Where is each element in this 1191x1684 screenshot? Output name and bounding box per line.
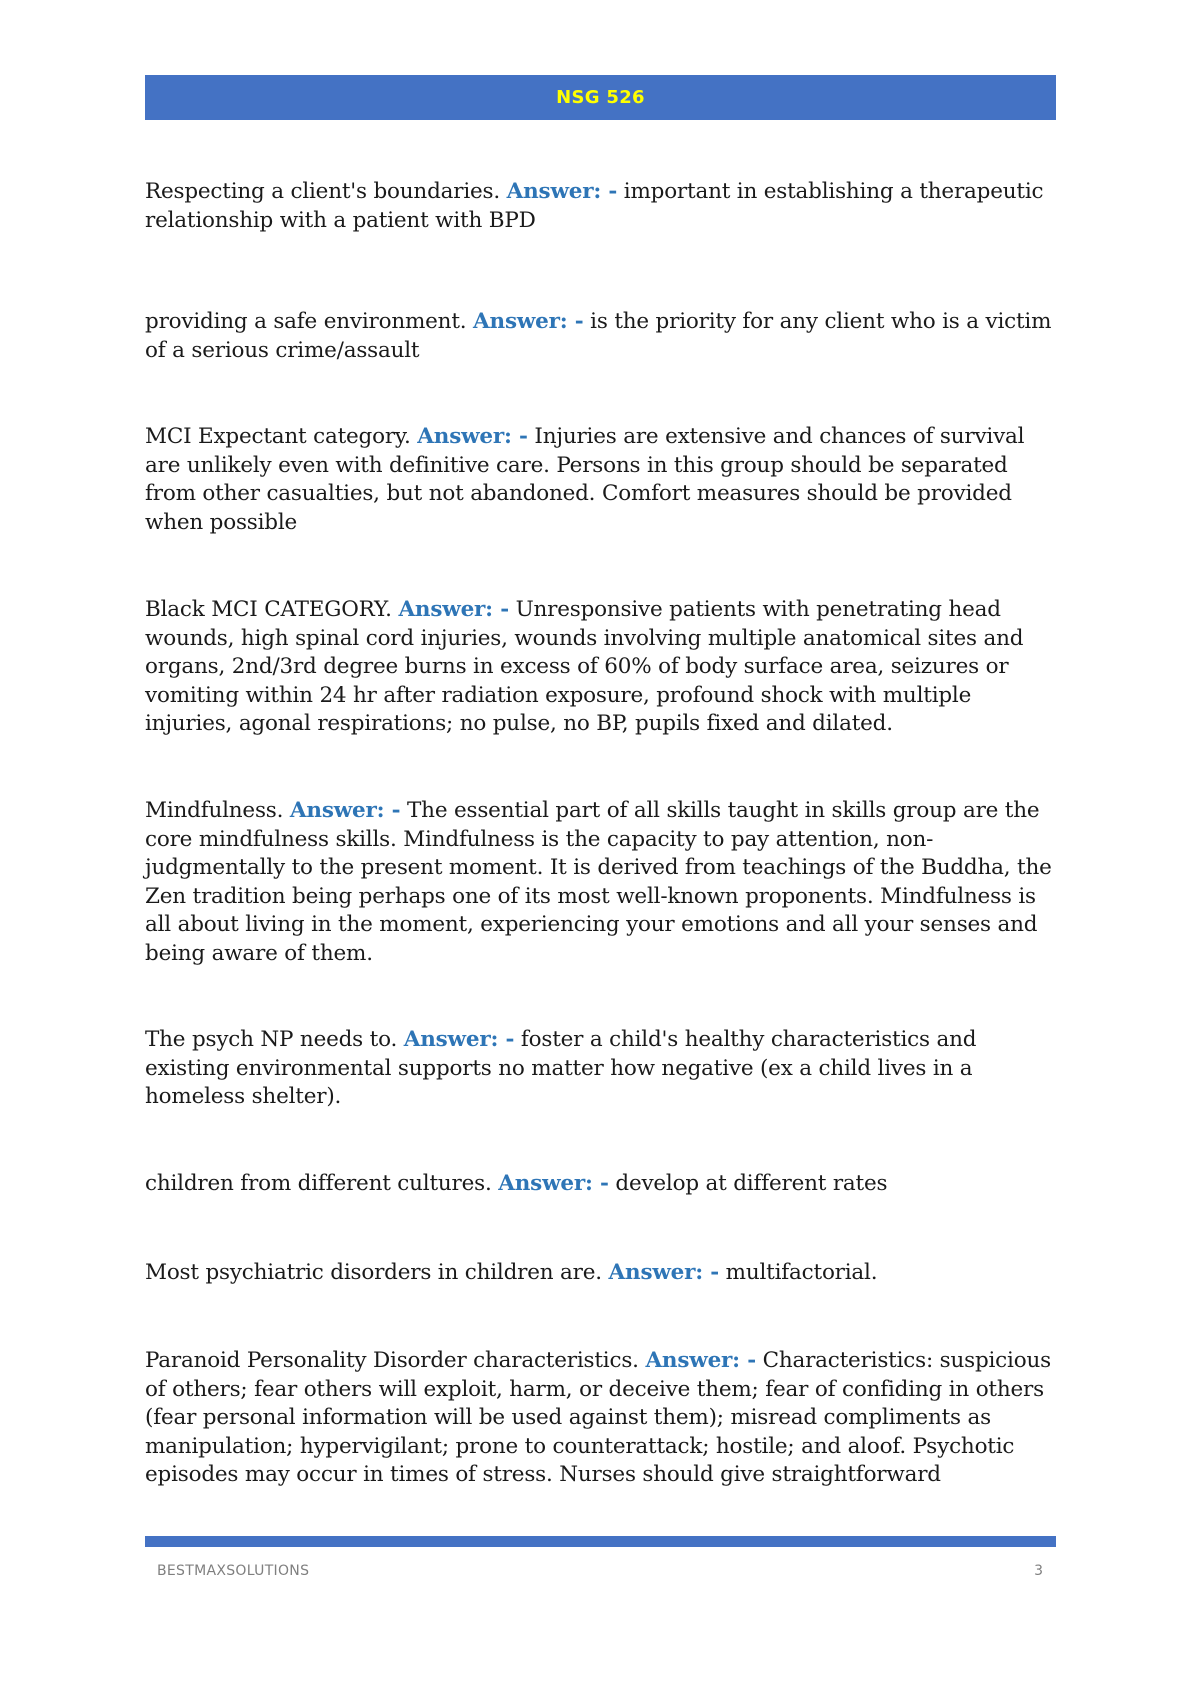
answer-label: Answer: - — [608, 1260, 720, 1285]
answer-label: Answer: - — [403, 1027, 515, 1052]
question-text: MCI Expectant category. — [145, 424, 411, 449]
qa-item-8 — [145, 1259, 1060, 1288]
footer-rule — [145, 1536, 1056, 1547]
qa-item-9 — [145, 1347, 1060, 1490]
qa-item-4 — [145, 596, 1060, 739]
footer-brand: BESTMAXSOLUTIONS — [157, 1563, 310, 1579]
question-text: Respecting a client's boundaries. — [145, 179, 500, 204]
qa-item-1 — [145, 178, 1060, 235]
qa-item-5 — [145, 797, 1060, 968]
page-header-title: NSG 526 — [556, 87, 645, 108]
answer-text: is the priority for any client who is a victim of a serious crime/assault — [145, 309, 1052, 363]
answer-label: Answer: - — [417, 424, 528, 449]
question-text: Most psychiatric disorders in children are. — [145, 1260, 602, 1285]
answer-label: Answer: - — [645, 1348, 756, 1373]
answer-text: Unresponsive patients with penetrating head wounds, high spinal cord injuries, wounds involving multiple anatomical sites and organs, 2nd/3rd degree burns in excess of 60% of body surface area, seizures or vomiting within 24 hr after radiation exposure, profound shock with multiple injuries, agonal respirations; no pulse, no BP, pupils fixed and dilated. — [145, 597, 1024, 736]
qa-item-3 — [145, 423, 1060, 537]
header-bar — [145, 75, 1056, 120]
question-text: Paranoid Personality Disorder characteristics. — [145, 1348, 639, 1373]
answer-text: foster a child's healthy characteristics and existing environmental supports no matter how negative (ex a child lives in a homeless shelter). — [145, 1027, 977, 1109]
answer-text: Characteristics: suspicious of others; fear others will exploit, harm, or deceive them; fear of confiding in others (fear personal information will be used against them); misread compliments as manipulation; hypervigilant; prone to counterattack; hostile; and aloof. Psychotic episodes may occur in times of stress. Nurses should give straightforward — [145, 1348, 1051, 1487]
answer-text: important in establishing a therapeutic relationship with a patient with BPD — [145, 179, 1044, 233]
answer-label: Answer: - — [506, 179, 618, 204]
answer-label: Answer: - — [473, 309, 584, 334]
answer-text: Injuries are extensive and chances of survival are unlikely even with definitive care. Persons in this group should be separated from other casualties, but not abandoned. Comfort measures should be provided when possible — [145, 424, 1025, 535]
answer-text: develop at different rates — [615, 1171, 888, 1196]
qa-item-7 — [145, 1170, 1060, 1199]
question-text: Mindfulness. — [145, 798, 284, 823]
question-text: children from different cultures. — [145, 1171, 492, 1196]
page-number: 3 — [1034, 1563, 1043, 1579]
question-text: Black MCI CATEGORY. — [145, 597, 392, 622]
question-text: providing a safe environment. — [145, 309, 467, 334]
question-text: The psych NP needs to. — [145, 1027, 398, 1052]
qa-item-6 — [145, 1026, 1060, 1112]
qa-item-2 — [145, 308, 1060, 365]
answer-text: The essential part of all skills taught in skills group are the core mindfulness skills. Mindfulness is the capacity to pay attention, non-judgmentally to the present moment. It is derived from teachings of the Buddha, the Zen tradition being perhaps one of its most well-known proponents. Mindfulness is all about living in the moment, experiencing your emotions and all your senses and being aware of them. — [145, 798, 1052, 966]
answer-label: Answer: - — [289, 798, 401, 823]
answer-label: Answer: - — [398, 597, 509, 622]
answer-text: multifactorial. — [725, 1260, 878, 1285]
answer-label: Answer: - — [498, 1171, 609, 1196]
